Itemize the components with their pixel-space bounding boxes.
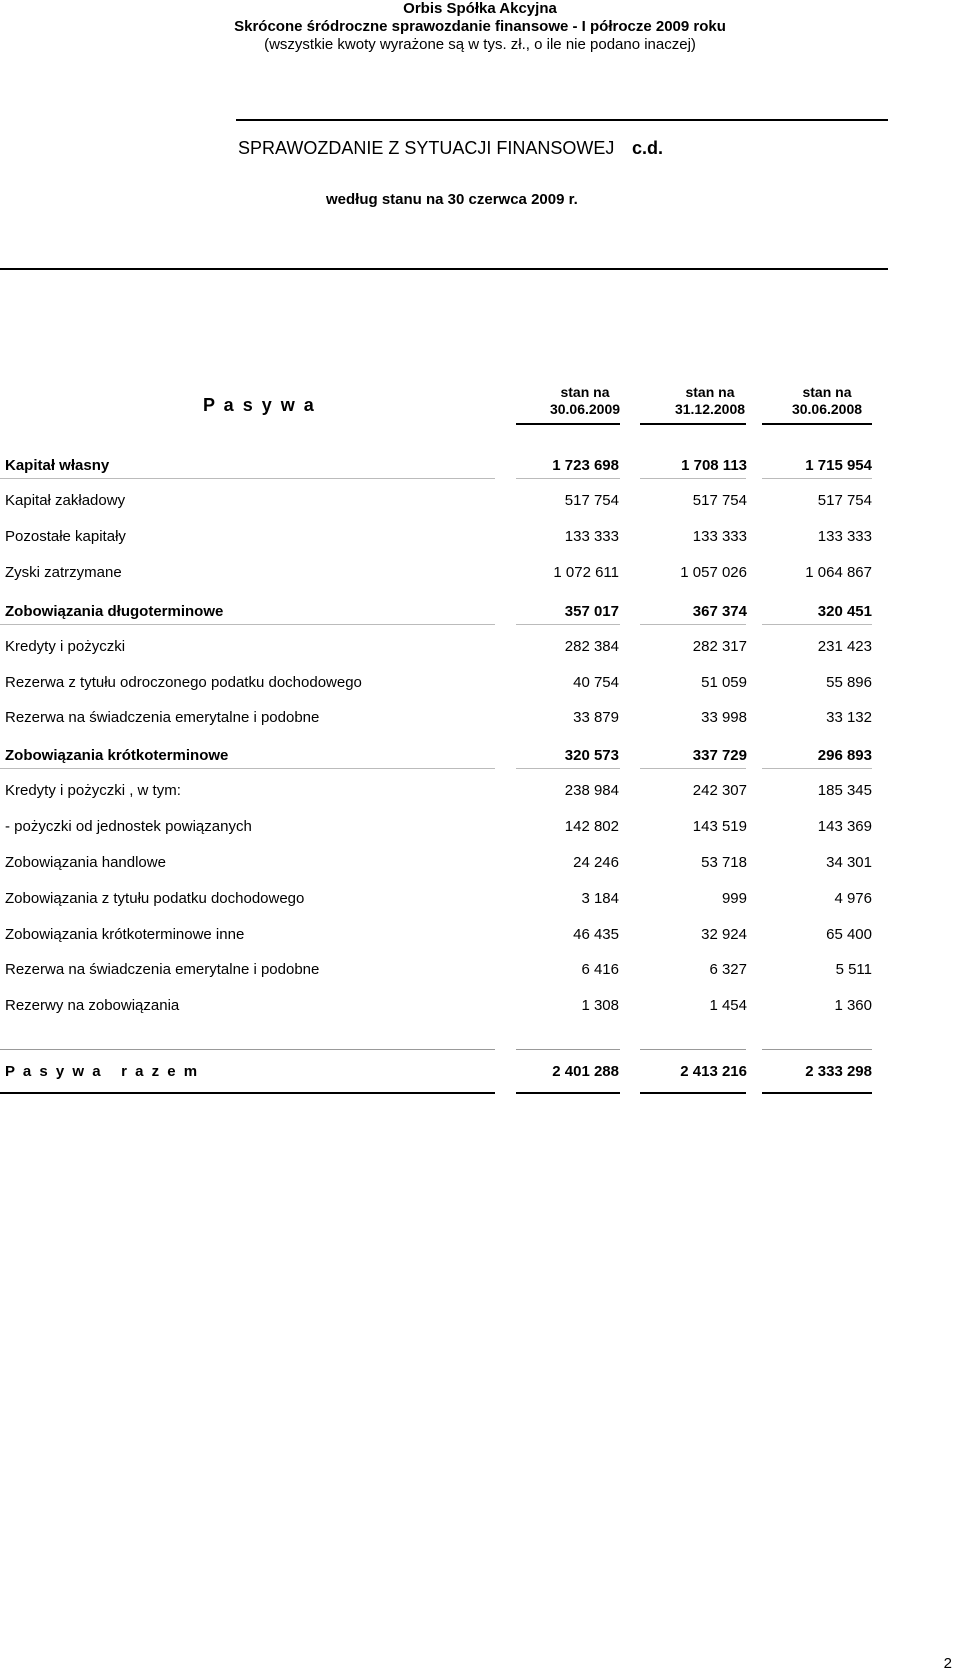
- row-value-3: 143 369: [817, 818, 872, 835]
- section-underline: [516, 768, 620, 769]
- report-date: według stanu na 30 czerwca 2009 r.: [326, 191, 578, 208]
- row-label: Kapitał własny: [5, 457, 110, 474]
- row-value-1: 517 754: [564, 492, 619, 509]
- column-header-1-line1: stan na: [560, 384, 610, 400]
- row-value-2: 337 729: [692, 747, 747, 764]
- row-value-3: 133 333: [817, 528, 872, 545]
- row-label: Kredyty i pożyczki , w tym:: [5, 782, 181, 799]
- row-value-3: 5 511: [835, 961, 872, 978]
- row-value-1: 33 879: [573, 709, 619, 726]
- column-header-rule-1: [516, 423, 620, 425]
- title-rule: [0, 268, 888, 270]
- row-value-2: 33 998: [701, 709, 747, 726]
- row-value-2: 517 754: [692, 492, 747, 509]
- section-underline: [0, 624, 495, 625]
- table-row: [0, 853, 880, 877]
- row-label: Zyski zatrzymane: [5, 564, 122, 581]
- row-value-2: 133 333: [692, 528, 747, 545]
- page-number: 2: [943, 1655, 952, 1672]
- total-bottom-rule-1: [516, 1092, 620, 1094]
- row-value-1: 46 435: [573, 926, 619, 943]
- total-top-rule-1: [516, 1049, 620, 1050]
- table-row: [0, 889, 880, 913]
- row-label: Pozostałe kapitały: [5, 528, 126, 545]
- row-label: Rezerwa na świadczenia emerytalne i podobne: [5, 709, 320, 726]
- row-value-3: 185 345: [817, 782, 872, 799]
- total-bottom-rule-3: [762, 1092, 872, 1094]
- row-value-1: 133 333: [564, 528, 619, 545]
- row-value-1: 1 308: [581, 997, 619, 1014]
- total-value-2: 2 413 216: [680, 1063, 747, 1080]
- row-value-2: 1 708 113: [681, 457, 747, 474]
- row-value-2: 51 059: [701, 674, 747, 691]
- table-row: [0, 746, 880, 770]
- table-row: [0, 527, 880, 551]
- table-row: [0, 817, 880, 841]
- row-label: Zobowiązania krótkoterminowe inne: [5, 926, 245, 943]
- row-label: Zobowiązania krótkoterminowe: [5, 747, 229, 764]
- row-value-1: 6 416: [581, 961, 619, 978]
- company-name: Orbis Spółka Akcyjna: [403, 0, 557, 17]
- table-row: [0, 491, 880, 515]
- section-underline: [762, 768, 872, 769]
- row-label: Kapitał zakładowy: [5, 492, 126, 509]
- row-label: - pożyczki od jednostek powiązanych: [5, 818, 252, 835]
- row-value-3: 1 715 954: [805, 457, 872, 474]
- section-underline: [516, 478, 620, 479]
- row-value-3: 33 132: [826, 709, 872, 726]
- row-value-3: 320 451: [817, 603, 872, 620]
- amounts-note: (wszystkie kwoty wyrażone są w tys. zł., o ile nie podano inaczej): [264, 36, 696, 53]
- row-value-1: 282 384: [564, 638, 619, 655]
- row-value-3: 1 064 867: [805, 564, 872, 581]
- row-value-3: 231 423: [817, 638, 872, 655]
- total-top-rule-3: [762, 1049, 872, 1050]
- row-value-2: 32 924: [701, 926, 747, 943]
- total-bottom-rule-2: [640, 1092, 746, 1094]
- section-underline: [762, 624, 872, 625]
- row-value-1: 24 246: [573, 854, 619, 871]
- total-value-1: 2 401 288: [552, 1063, 619, 1080]
- row-value-2: 6 327: [709, 961, 747, 978]
- row-label: Rezerwy na zobowiązania: [5, 997, 180, 1014]
- row-value-1: 357 017: [564, 603, 619, 620]
- row-value-2: 999: [721, 890, 747, 907]
- total-label: P a s y w a r a z e m: [5, 1063, 200, 1080]
- row-label: Rezerwa na świadczenia emerytalne i podobne: [5, 961, 320, 978]
- row-label: Rezerwa z tytułu odroczonego podatku dochodowego: [5, 674, 362, 691]
- row-label: Zobowiązania długoterminowe: [5, 603, 224, 620]
- table-row: [0, 673, 880, 697]
- section-underline: [640, 624, 746, 625]
- row-value-1: 3 184: [581, 890, 619, 907]
- table-row: [0, 960, 880, 984]
- row-value-3: 517 754: [817, 492, 872, 509]
- column-header-rule-3: [762, 423, 872, 425]
- row-value-2: 1 454: [709, 997, 747, 1014]
- column-header-1: [525, 384, 645, 418]
- row-value-1: 40 754: [573, 674, 619, 691]
- table-row: [0, 563, 880, 587]
- row-value-3: 296 893: [817, 747, 872, 764]
- row-value-2: 367 374: [692, 603, 747, 620]
- row-value-3: 1 360: [834, 997, 872, 1014]
- column-header-rule-2: [640, 423, 746, 425]
- total-top-rule-2: [640, 1049, 746, 1050]
- total-bottom-rule-label: [0, 1092, 495, 1094]
- column-header-2: [650, 384, 770, 418]
- total-row: [0, 1062, 880, 1086]
- row-value-1: 1 072 611: [553, 564, 619, 581]
- row-value-1: 142 802: [564, 818, 619, 835]
- section-underline: [0, 768, 495, 769]
- column-header-3-line1: stan na: [802, 384, 852, 400]
- table-row: [0, 925, 880, 949]
- row-label: Kredyty i pożyczki: [5, 638, 126, 655]
- section-label-pasywa: P a s y w a: [203, 395, 316, 415]
- column-header-2-line1: stan na: [685, 384, 735, 400]
- row-value-1: 238 984: [564, 782, 619, 799]
- row-value-2: 143 519: [692, 818, 747, 835]
- table-row: [0, 602, 880, 626]
- column-header-2-line2: 31.12.2008: [674, 401, 746, 417]
- report-continued: c.d.: [632, 138, 664, 158]
- table-row: [0, 456, 880, 480]
- row-value-1: 320 573: [564, 747, 619, 764]
- table-row: [0, 996, 880, 1020]
- column-header-1-line2: 30.06.2009: [549, 401, 621, 417]
- row-value-2: 282 317: [692, 638, 747, 655]
- row-value-1: 1 723 698: [552, 457, 619, 474]
- column-header-3-line2: 30.06.2008: [791, 401, 863, 417]
- row-value-3: 65 400: [826, 926, 872, 943]
- total-value-3: 2 333 298: [805, 1063, 872, 1080]
- column-header-3: [767, 384, 887, 418]
- row-label: Zobowiązania handlowe: [5, 854, 166, 871]
- table-row: [0, 781, 880, 805]
- section-underline: [640, 768, 746, 769]
- row-value-3: 4 976: [834, 890, 872, 907]
- total-top-rule-label: [0, 1049, 495, 1050]
- table-row: [0, 637, 880, 661]
- row-value-2: 1 057 026: [680, 564, 747, 581]
- row-label: Zobowiązania z tytułu podatku dochodowego: [5, 890, 305, 907]
- header-rule: [236, 119, 888, 121]
- row-value-3: 34 301: [826, 854, 872, 871]
- row-value-3: 55 896: [826, 674, 872, 691]
- section-underline: [0, 478, 495, 479]
- section-underline: [516, 624, 620, 625]
- row-value-2: 53 718: [701, 854, 747, 871]
- report-subtitle: Skrócone śródroczne sprawozdanie finansowe - I półrocze 2009 roku: [234, 18, 726, 35]
- section-underline: [762, 478, 872, 479]
- report-title: SPRAWOZDANIE Z SYTUACJI FINANSOWEJ: [238, 138, 615, 158]
- table-row: [0, 708, 880, 732]
- row-value-2: 242 307: [692, 782, 747, 799]
- section-underline: [640, 478, 746, 479]
